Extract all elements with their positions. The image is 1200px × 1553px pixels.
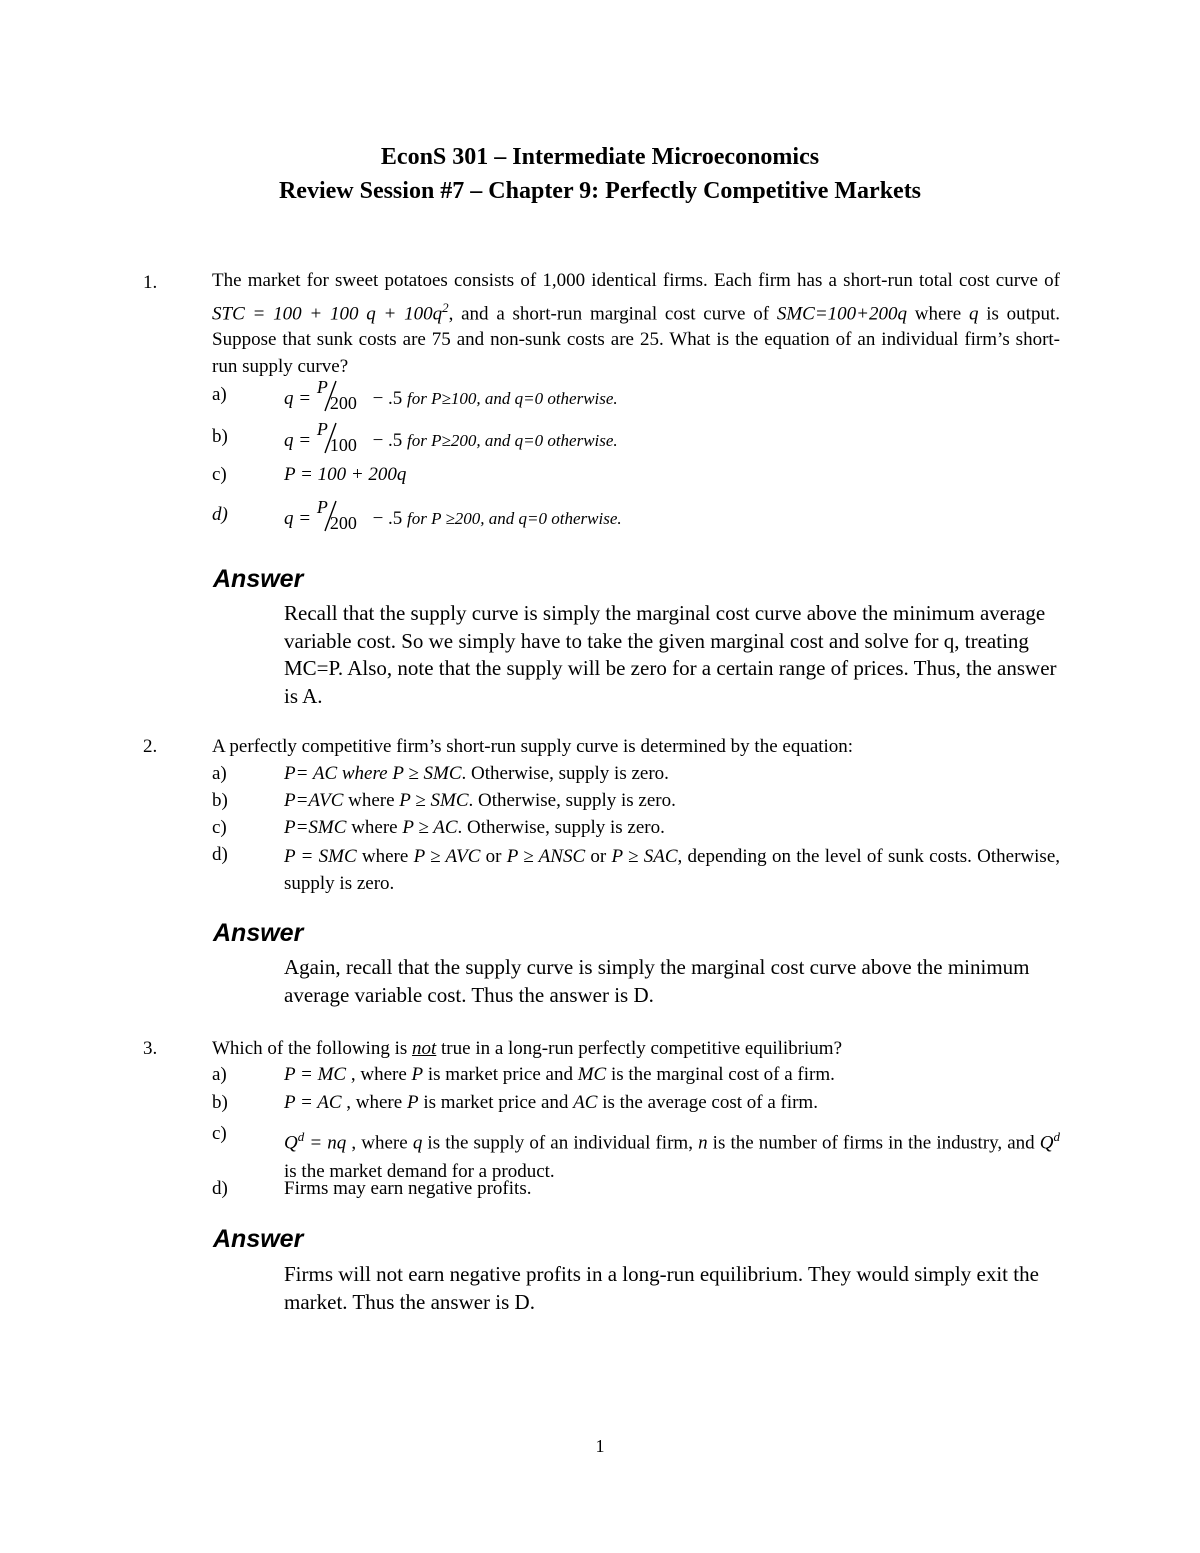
q3-option-c: $Q^d$ = nq , where q is the supply of an individual firm, n is the number of firms in the industry, and $Q^d$ is the market demand for a product. [284,1129,1061,1183]
q1-option-b-label: b) [212,426,228,447]
question-1-text: The market for sweet potatoes consists of 1,000 identical firms. Each firm has a short-run total cost curve of STC = 100 + 100 $q + 100q^2$, and a short-run marginal cost curve of SMC=100+200q where q is output. Suppose that sunk costs are 75 and non-sunk costs are 25. What is the equation of an individual firm’s short-run supply curve? [212,270,1060,377]
q2-option-a: P= AC where P ≥ SMC. Otherwise, supply is zero. [284,763,669,784]
q2-option-b-label: b) [212,790,228,811]
q1-answer-heading: Answer [213,565,304,593]
q2-option-c-label: c) [212,817,227,838]
q3-answer-text: Firms will not earn negative profits in a long-run equilibrium. They would simply exit the market. Thus the answer is D. [284,1262,1039,1314]
fraction: P 200 [316,503,368,533]
question-3-text: Which of the following is not true in a long-run perfectly competitive equilibrium? [212,1038,843,1059]
q1-option-c: P = 100 + 200q [284,464,407,485]
q3-option-c-label: c) [212,1123,227,1144]
q2-answer-text: Again, recall that the supply curve is simply the marginal cost curve above the minimum average variable cost. Thus the answer is D. [284,955,1030,1007]
q3-option-b-label: b) [212,1092,228,1113]
q2-option-a-label: a) [212,763,227,784]
q1-option-b: q = P 100 − .5 for P≥200, and q=0 otherwise. [284,419,618,455]
q1-option-c-label: c) [212,464,227,485]
page-number: 1 [595,1436,605,1456]
q1-option-d-label: d) [212,504,228,525]
q1-option-d: q = P 200 − .5 for P ≥200, and q=0 otherwise. [284,497,622,533]
fraction: P 100 [316,425,368,455]
q2-option-b: P=AVC where P ≥ SMC. Otherwise, supply is zero. [284,790,676,811]
q3-answer-heading: Answer [213,1225,304,1253]
q2-option-d: P = SMC where P ≥ AVC or P ≥ ANSC or P ≥ SAC, depending on the level of sunk costs. Otherwise, supply is zero. [284,846,1060,894]
question-2-text: A perfectly competitive firm’s short-run supply curve is determined by the equation: [212,736,854,757]
question-2-number: 2. [143,736,158,757]
q3-option-b: P = AC , where P is market price and AC is the average cost of a firm. [284,1092,818,1113]
fraction: P 200 [316,383,368,413]
question-3-number: 3. [143,1038,158,1059]
q2-option-d-label: d) [212,844,228,865]
q1-option-a-label: a) [212,384,227,405]
session-title: Review Session #7 – Chapter 9: Perfectly Competitive Markets [278,178,922,204]
q3-option-d-label: d) [212,1178,228,1199]
course-title: EconS 301 – Intermediate Microeconomics [380,144,820,170]
q3-option-d: Firms may earn negative profits. [284,1178,532,1199]
q2-option-c: P=SMC where P ≥ AC. Otherwise, supply is zero. [284,817,665,838]
q1-option-a: q = P 200 − .5 for P≥100, and q=0 otherwise. [284,377,618,413]
q2-answer-heading: Answer [213,919,304,947]
q1-answer-text: Recall that the supply curve is simply the marginal cost curve above the minimum average variable cost. So we simply have to take the given marginal cost and solve for q, treating MC=P. Also, note that the supply will be zero for a certain range of prices. Thus, the answer is A. [284,601,1057,708]
q3-option-a-label: a) [212,1064,227,1085]
question-1-number: 1. [143,272,158,293]
q3-option-a: P = MC , where P is market price and MC is the marginal cost of a firm. [284,1064,835,1085]
